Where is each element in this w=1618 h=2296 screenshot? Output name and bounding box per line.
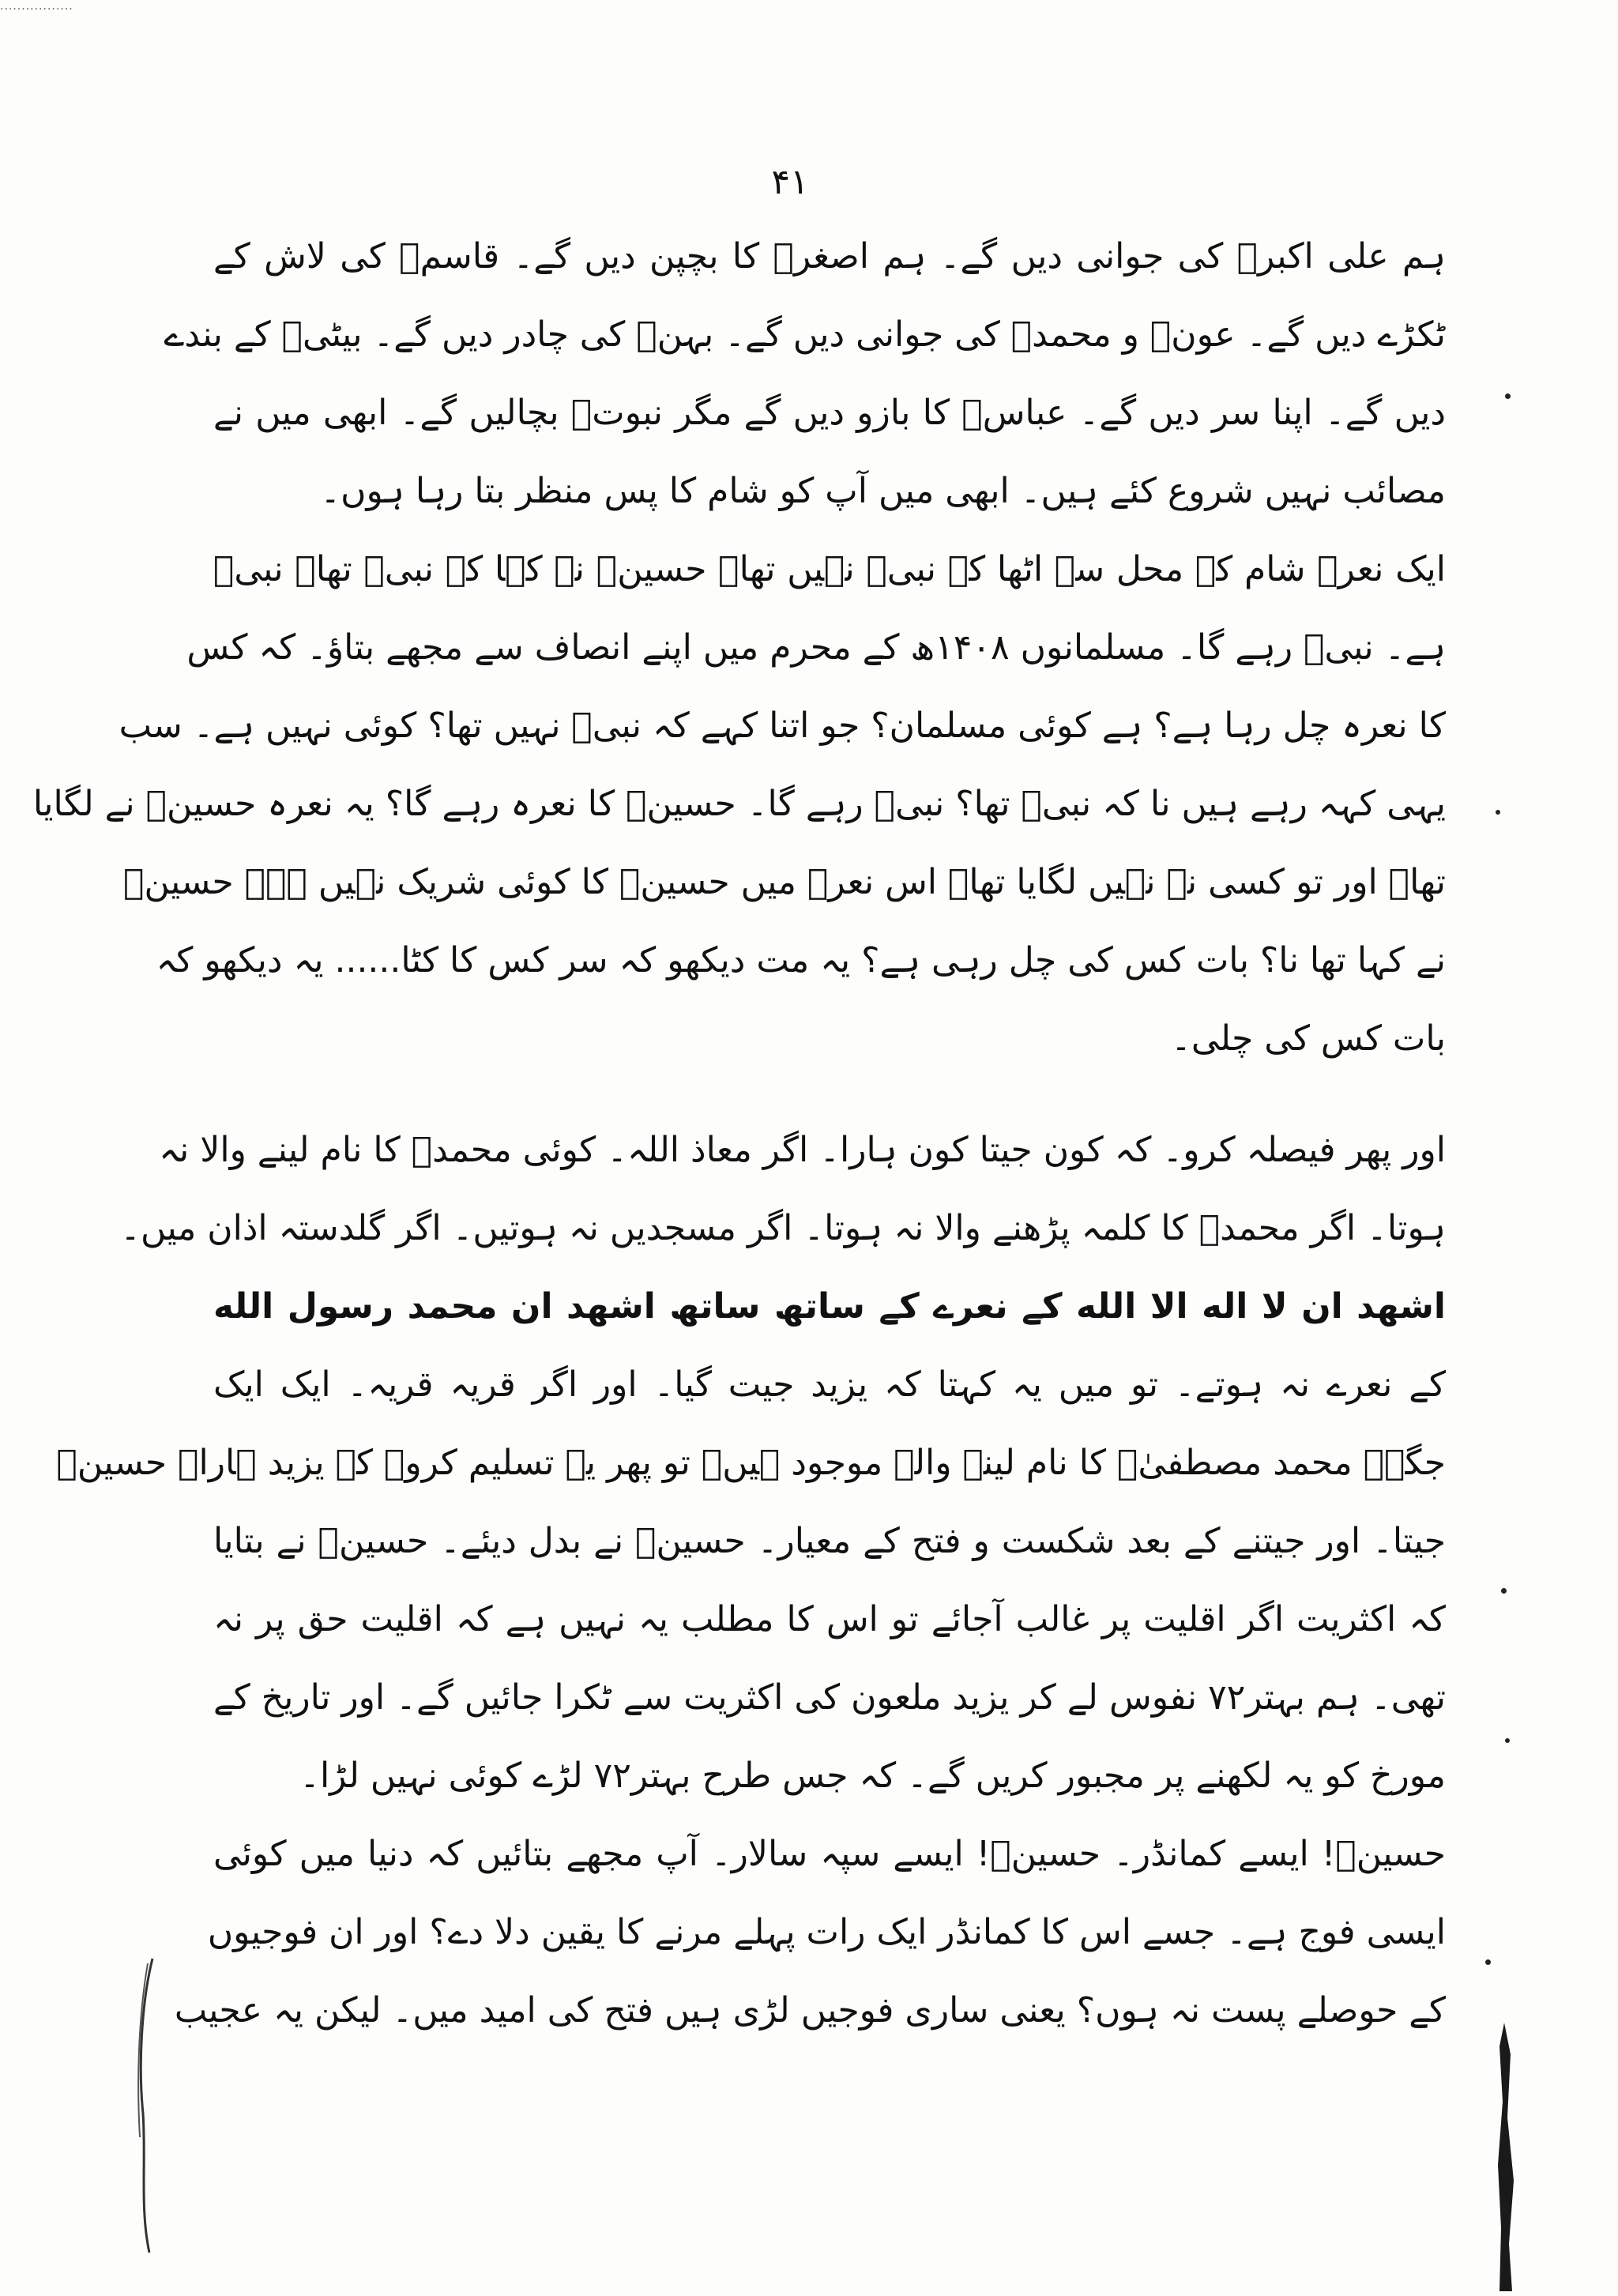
text-line: ہے۔ نبیؐ رہے گا۔ مسلمانوں ۱۴۰۸ھ کے محرم میں اپنے انصاف سے مجھے بتاؤ۔ کہ کس (186, 627, 1446, 668)
text-line: جگہ۔ محمد مصطفیٰؐ کا نام لینے والے موجود ہیں۔ تو پھر یہ تسلیم کرو۔ کہ یزید ہارا۔ حسینؑ (56, 1443, 1446, 1483)
text-line: کے نعرے نہ ہوتے۔ تو میں یہ کہتا کہ یزید جیت گیا۔ اور اگر قریہ قریہ۔ ایک ایک (213, 1364, 1446, 1405)
scan-speck (1505, 393, 1511, 399)
text-line: حسینؑ! ایسے کمانڈر۔ حسینؑ! ایسے سپہ سالار۔ آپ مجھے بتائیں کہ دنیا میں کوئی (213, 1834, 1446, 1874)
text-line-arabic: اشهد ان لا اله الا الله کے نعرے کے ساتھ ساتھ اشهد ان محمد رسول الله (213, 1286, 1446, 1327)
body-text (32, 217, 1446, 2049)
text-line: مورخ کو یہ لکھنے پر مجبور کریں گے۔ کہ جس طرح بہتر۷۲ لڑے کوئی نہیں لڑا۔ (299, 1756, 1446, 1796)
text-line: بات کس کی چلی۔ (1171, 1018, 1446, 1059)
text-line: تھا۔ اور تو کسی نے نہیں لگایا تھا۔ اس نعرے میں حسینؑ کا کوئی شریک نہیں ہے۔ حسینؑ (123, 862, 1446, 902)
scan-speck (1501, 1588, 1507, 1594)
text-line: نے کہا تھا نا؟ بات کس کی چل رہی ہے؟ یہ مت دیکھو کہ سر کس کا کٹا...... یہ دیکھو کہ (156, 940, 1446, 981)
text-line: ہم علی اکبرؑ کی جوانی دیں گے۔ ہم اصغرؑ کا بچپن دیں گے۔ قاسمؑ کی لاش کے (213, 236, 1446, 277)
text-line: کا نعرہ چل رہا ہے؟ ہے کوئی مسلمان؟ جو اتنا کہے کہ نبیؐ نہیں تھا؟ کوئی نہیں ہے۔ سب (119, 706, 1446, 746)
text-line: یہی کہہ رہے ہیں نا کہ نبیؐ تھا؟ نبیؐ رہے گا۔ حسینؑ کا نعرہ رہے گا؟ یہ نعرہ حسینؑ نے لگایا (32, 784, 1446, 824)
top-edge-text: ................. (0, 0, 73, 13)
text-line: تھی۔ ہم بہتر۷۲ نفوس لے کر یزید ملعون کی اکثریت سے ٹکرا جائیں گے۔ اور تاریخ کے (213, 1677, 1446, 1718)
text-line: ایک نعرہ شام کے محل سے اٹھا کہ نبیؐ نہیں تھا۔ حسینؑ نے کہا کہ نبیؐ تھا۔ نبیؐ (213, 549, 1446, 589)
text-line: مصائب نہیں شروع کئے ہیں۔ ابھی میں آپ کو شام کا پس منظر بتا رہا ہوں۔ (320, 471, 1446, 511)
text-line: کہ اکثریت اگر اقلیت پر غالب آجائے تو اس کا مطلب یہ نہیں ہے کہ اقلیت حق پر نہ (213, 1599, 1446, 1639)
page-number: ۴۱ (771, 162, 809, 202)
text-line: ٹکڑے دیں گے۔ عونؑ و محمدؑ کی جوانی دیں گے۔ بہنؑ کی چادر دیں گے۔ بیٹیؑ کے بندے (164, 314, 1446, 355)
paragraph-gap (213, 1078, 1446, 1111)
text-line: جیتا۔ اور جیتنے کے بعد شکست و فتح کے معیار۔ حسینؑ نے بدل دیئے۔ حسینؑ نے بتایا (213, 1521, 1446, 1561)
scan-speck (1496, 810, 1500, 815)
text-line: ہوتا۔ اگر محمدؐ کا کلمہ پڑھنے والا نہ ہوتا۔ اگر مسجدیں نہ ہوتیں۔ اگر گلدستہ اذان میں۔ (120, 1208, 1446, 1248)
text-line: کے حوصلے پست نہ ہوں؟ یعنی ساری فوجیں لڑی ہیں فتح کی امید میں۔ لیکن یہ عجیب (174, 1990, 1446, 2031)
text-line: دیں گے۔ اپنا سر دیں گے۔ عباسؑ کا بازو دیں گے مگر نبوتؐ بچالیں گے۔ ابھی میں نے (213, 393, 1446, 433)
text-line: ایسی فوج ہے۔ جسے اس کا کمانڈر ایک رات پہلے مرنے کا یقین دلا دے؟ اور ان فوجیوں (207, 1912, 1446, 1952)
text-line: اور پھر فیصلہ کرو۔ کہ کون جیتا کون ہارا۔ اگر معاذ اللہ۔ کوئی محمدؐ کا نام لینے والا نہ (159, 1130, 1446, 1170)
scan-speck (1505, 1738, 1510, 1743)
margin-bracket-mark (130, 1955, 162, 2256)
scan-edge-shadow (1493, 2023, 1517, 2291)
scan-speck (1485, 1959, 1491, 1965)
